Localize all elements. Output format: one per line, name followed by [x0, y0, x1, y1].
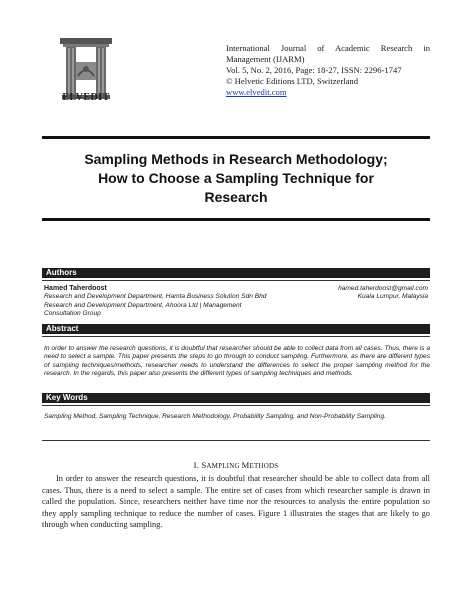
authors-heading: Authors: [42, 268, 430, 278]
section-body-paragraph: [42, 473, 430, 531]
section-title-rest-2: ETHODS: [249, 462, 279, 470]
keywords-end-divider: [42, 440, 430, 441]
journal-line-1: International Journal of Academic Research in: [226, 43, 430, 53]
journal-line-3: Vol. 5, No. 2, 2016, Page: 18-27, ISSN: 2296-1747: [226, 65, 402, 75]
keywords-heading: Key Words: [42, 393, 430, 403]
title-rule-bottom: [42, 218, 430, 221]
author-affiliation-3: Consultation Group: [44, 310, 101, 318]
section-body-text: In order to answer the research questions, it is doubtful that researcher should be able to collect data from all cases. Thus, there is a need to select a sample. The entire set of cases from which researcher sample is drawn in called the population. Since, researchers neither have time nor the resources to analysis the entire population so they apply sampling technique to reduce the number of cases. Figure 1 illustrates the stages that are likely to go through when conducting sampling.: [42, 474, 430, 530]
section-number: I.: [193, 460, 200, 470]
keywords-text: Sampling Method, Sampling Technique, Research Methodology, Probability Sampling, and Non-Probability Sampling.: [44, 413, 386, 420]
logo-text: ELVEDIT: [62, 92, 110, 103]
author-affiliation-1: Research and Development Department, Hamta Business Solution Sdn Bhd: [44, 293, 267, 301]
keywords-divider: [42, 405, 430, 406]
author-name: Hamed Taherdoost: [44, 285, 107, 292]
abstract-divider: [42, 336, 430, 337]
journal-info: [226, 43, 430, 98]
section-title-initial-1: S: [201, 460, 207, 470]
paper-title: [42, 150, 430, 207]
title-line-1: Sampling Methods in Research Methodology;: [84, 151, 388, 167]
journal-line-4: © Helvetic Editions LTD, Switzerland: [226, 76, 358, 86]
authors-divider: [42, 280, 430, 281]
author-contact: [300, 285, 428, 302]
journal-line-2: Management (IJARM): [226, 54, 305, 64]
title-line-2: How to Choose a Sampling Technique for: [98, 170, 374, 186]
title-rule-top: [42, 136, 430, 139]
section-title-rest-1: AMPLING: [206, 462, 242, 470]
abstract-heading: Abstract: [42, 324, 430, 334]
author-block: [44, 285, 304, 319]
title-line-3: Research: [204, 189, 268, 205]
author-email: hamed.taherdoost@gmail.com: [338, 285, 428, 292]
author-affiliation-2: Research and Development Department, Ahoora Ltd | Management: [44, 301, 242, 309]
section-title-initial-2: M: [241, 460, 250, 470]
abstract-text: In order to answer the research questions, it is doubtful that researcher should be able to collect data from all cases. Thus, there is a need to select a sample. This paper presents the steps to go through to conduct sampling. Furthermore, as there are different types of sampling techniques/methods, researcher needs to understand the differences to select the proper sampling method for the research. In the regards, this paper also presents the different types of sampling techniques and methods.: [44, 345, 430, 378]
section-heading: [42, 460, 430, 470]
journal-link[interactable]: www.elvedit.com: [226, 87, 287, 97]
author-location: Kuala Lumpur, Malaysia: [357, 293, 428, 301]
